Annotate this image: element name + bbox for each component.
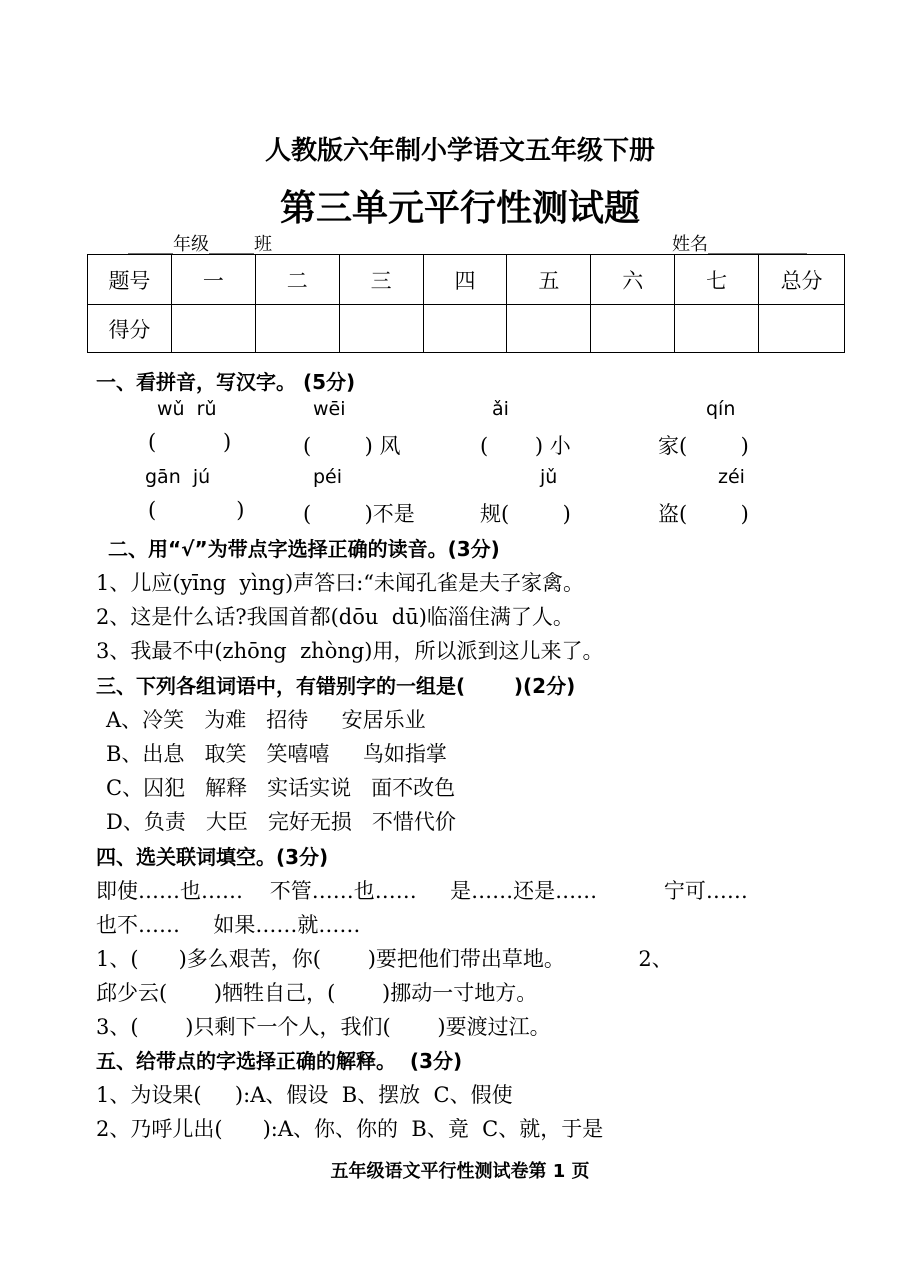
score-cell[interactable] (255, 305, 339, 353)
score-row-label: 得分 (88, 305, 172, 353)
option-item: B、出息 取笑 笑嘻嘻 鸟如指掌 (106, 742, 447, 766)
answer-blank[interactable]: 家( ) (658, 434, 749, 458)
question-item: 1、( )多么艰苦，你( )要把他们带出草地。 2、 (96, 947, 673, 971)
page-subtitle: 人教版六年制小学语文五年级下册 (264, 136, 655, 166)
pinyin: wēi (313, 398, 346, 420)
score-cell[interactable] (423, 305, 507, 353)
header-cell: 六 (591, 255, 675, 305)
score-cell[interactable] (171, 305, 255, 353)
answer-blank[interactable]: ( ) (148, 430, 232, 454)
question-item: 2、这是什么话?我国首都(dōu dū)临淄住满了人。 (96, 605, 574, 629)
option-item: C、囚犯 解释 实话实说 面不改色 (106, 776, 456, 800)
score-cell[interactable] (507, 305, 591, 353)
conjunction-choices: 即使……也…… 不管……也…… 是……还是…… 宁可…… (96, 879, 748, 903)
score-cell[interactable] (339, 305, 423, 353)
name-field: 姓名___________ (672, 234, 807, 255)
option-item: A、冷笑 为难 招待 安居乐业 (106, 708, 426, 732)
conjunction-choices: 也不…… 如果……就…… (96, 913, 361, 937)
pinyin: péi (313, 466, 343, 488)
pinyin: jǔ (540, 466, 558, 488)
header-cell: 三 (339, 255, 423, 305)
section5-heading: 五、给带点的字选择正确的解释。 (3分) (96, 1049, 463, 1073)
question-item: 3、( )只剩下一个人，我们( )要渡过江。 (96, 1015, 551, 1039)
answer-blank[interactable]: ( ) 风 (303, 434, 401, 458)
question-item: 3、我最不中(zhōng zhòng)用，所以派到这儿来了。 (96, 639, 604, 663)
section2-heading: 二、用“√”为带点字选择正确的读音。(3分) (108, 537, 500, 561)
pinyin: zéi (718, 466, 745, 488)
header-cell: 总分 (759, 255, 845, 305)
header-cell: 四 (423, 255, 507, 305)
score-table-header-row (88, 255, 845, 305)
answer-blank[interactable]: ( )不是 (303, 502, 415, 526)
question-item: 1、为设果( ):A、假设 B、摆放 C、假使 (96, 1083, 513, 1107)
header-cell: 五 (507, 255, 591, 305)
pinyin: gān jú (145, 466, 211, 488)
option-item: D、负责 大臣 完好无损 不惜代价 (106, 810, 456, 834)
score-cell[interactable] (759, 305, 845, 353)
section3-heading: 三、下列各组词语中，有错别字的一组是( )(2分) (96, 674, 576, 698)
header-cell: 一 (171, 255, 255, 305)
section1-heading: 一、看拼音，写汉字。 (5分) (96, 370, 356, 394)
pinyin: wǔ rǔ (157, 398, 217, 420)
answer-blank[interactable]: ( ) 小 (480, 434, 571, 458)
answer-blank[interactable]: ( ) (148, 498, 245, 522)
pinyin: ǎi (492, 398, 509, 420)
question-item: 邱少云( )牺牲自己，( )挪动一寸地方。 (96, 981, 538, 1005)
score-table (87, 254, 845, 353)
page-footer: 五年级语文平行性测试卷第 1 页 (330, 1161, 590, 1182)
section4-heading: 四、选关联词填空。(3分) (96, 845, 329, 869)
score-table-score-row (88, 305, 845, 353)
header-cell: 题号 (88, 255, 172, 305)
header-cell: 七 (675, 255, 759, 305)
score-cell[interactable] (591, 305, 675, 353)
answer-blank[interactable]: 盗( ) (658, 502, 749, 526)
question-item: 2、乃呼儿出( ):A、你、你的 B、竟 C、就，于是 (96, 1117, 604, 1141)
class-field: _____年级_____班 (128, 234, 272, 255)
score-cell[interactable] (675, 305, 759, 353)
answer-blank[interactable]: 规( ) (480, 502, 571, 526)
page-title: 第三单元平行性测试题 (279, 188, 640, 229)
header-cell: 二 (255, 255, 339, 305)
question-item: 1、儿应(yīng yìng)声答曰:“未闻孔雀是夫子家禽。 (96, 571, 585, 595)
pinyin: qín (706, 398, 736, 420)
